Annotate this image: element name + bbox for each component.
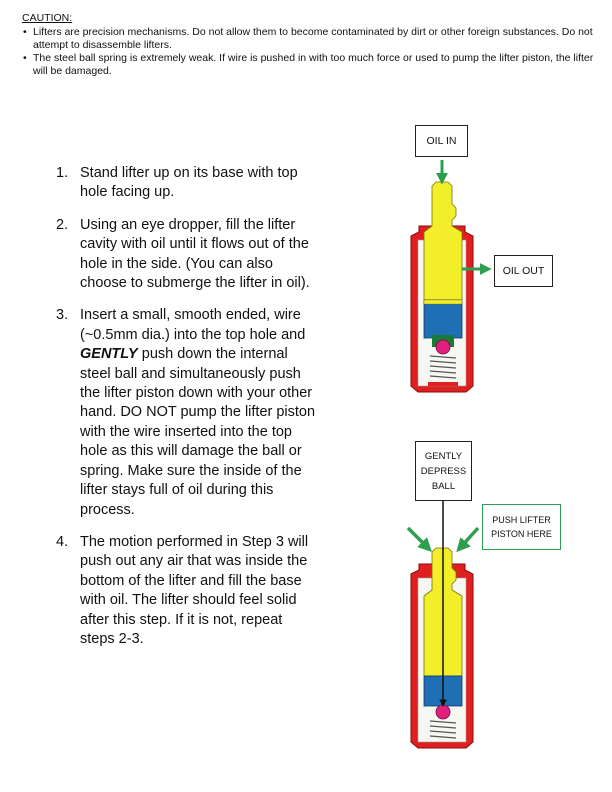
push-right-arrow xyxy=(460,528,478,548)
step-4: 4. The motion performed in Step 3 will push out any air that was inside the bottom of the lifter and fill the base with oil. The lifter should feel solid after this step. If it is not, repeat steps 2-3. xyxy=(56,533,309,647)
bullet-icon: • xyxy=(23,26,27,38)
caution-item: • The steel ball spring is extremely weak. If wire is pushed in with too much force or used to pump the lifter piston, the lifter will be damaged. xyxy=(23,52,594,77)
caution-title: CAUTION: xyxy=(22,12,73,24)
oil-out-label: OIL OUT xyxy=(494,255,553,287)
step-1: 1. Stand lifter up on its base with top hole facing up. xyxy=(56,165,298,201)
push-left-arrow xyxy=(408,528,428,548)
bullet-icon: • xyxy=(23,52,27,64)
step-2: 2. Using an eye dropper, fill the lifter cavity with oil until it flows out of the hole in the side. (You can also choose to submerge the lifter in oil). xyxy=(56,216,310,292)
lifter-top-diagram xyxy=(411,160,487,392)
gently-depress-ball-label: GENTLY DEPRESS BALL xyxy=(415,441,472,501)
caution-item: • Lifters are precision mechanisms. Do not allow them to become contaminated by dirt or other foreign substances. Do not attempt to disassemble lifters. xyxy=(23,26,593,51)
lifter-bottom-diagram xyxy=(408,500,478,748)
push-lifter-piston-label: PUSH LIFTER PISTON HERE xyxy=(482,504,561,550)
gently-emphasis: GENTLY xyxy=(80,346,138,363)
step-3: 3. Insert a small, smooth ended, wire (~0.5mm dia.) into the top hole and GENTLY push down the internal steel ball and simultaneously push the lifter piston down with your other hand. DO NOT pump the lifter piston with the wire inserted into the top hole as this will damage the ball or spring. Make sure the inside of the lifter stays full of oil during this process. xyxy=(56,307,316,518)
oil-in-label: OIL IN xyxy=(415,125,468,157)
